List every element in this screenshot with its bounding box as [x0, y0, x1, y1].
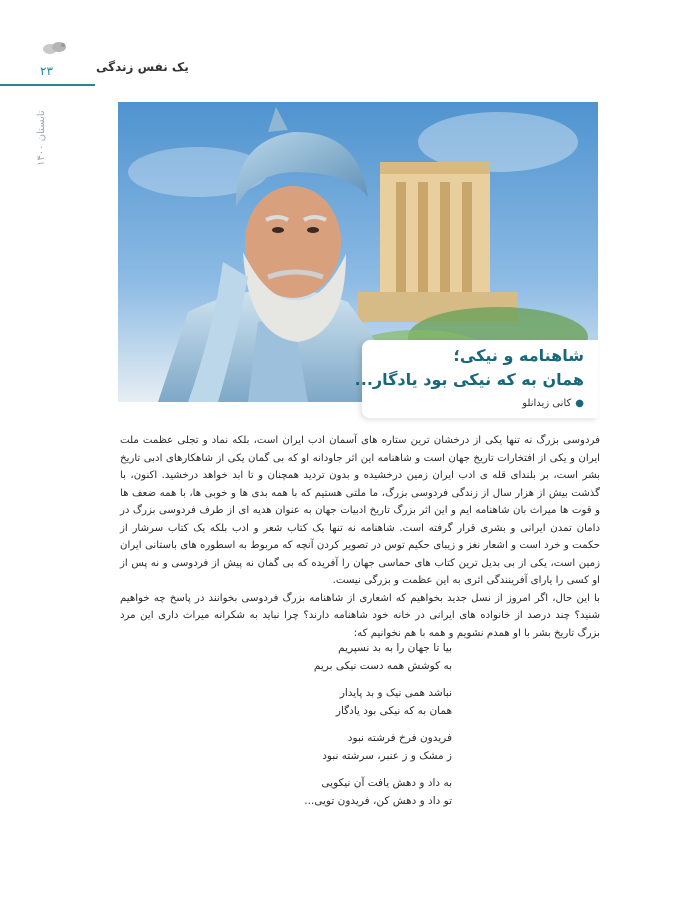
article-paragraph-2: با این حال، اگر امروز از نسل جدید بخواهیم که اشعاری از شاهنامه بزرگ فردوسی بخوانند در پاسخ چه خواهیم شنید؟ چند درصد از خانواده های ایرانی در خانه خود شاهنامه دارند؟ چرا نباید به شکرانه میراث داری این مرد بزرگ تاریخ بشر با او همدم نشویم و همه با هم نخوانیم که:	[120, 592, 600, 639]
margin-divider	[0, 84, 95, 86]
bullet-icon: ●	[575, 398, 584, 409]
magazine-logo-icon	[42, 40, 68, 56]
section-title: یک نفس زندگی	[96, 60, 189, 74]
issue-season: تابستان ۱۴۰۰	[36, 110, 47, 166]
poem-verse: همان به که نیکی بود یادگار	[335, 704, 452, 717]
poem-verse: به کوشش همه دست نیکی بریم	[313, 659, 452, 672]
article-title-line-1: شاهنامه و نیکی؛	[453, 346, 584, 365]
author-name: کانی زیدانلو	[522, 398, 572, 409]
poem-verse: تو داد و دهش کن، فریدون تویی...	[304, 794, 452, 807]
article-title-line-2: همان به که نیکی بود یادگار...	[354, 370, 584, 389]
article-paragraph-1: فردوسی بزرگ نه تنها یکی از درخشان ترین ستاره های آسمان ادب ایران است، بلکه نماد و تجلی عظمت ملت ایران و یکی از افتخارات تاریخ جهان است و شاهنامه این اثر جاودانه او که بی گمان یکی از شاهکارهای ادبی تاریخ بشر است، بر بلندای قله ی ادب ایران زمین درخشیده و بدون تردید همچنان و تا ابد خواهد درخشید. اکنون، با گذشت بیش از هزار سال از زندگی فردوسی بزرگ، ما ملتی هستیم که با همه بدی ها و خوبی ها، با همه ضعف ها و قوت ها میراث بان شاهنامه ایم و این اثر بزرگ تاریخ ادبیات جهان به عنوان هدیه ای از طرف فردوسی بزرگ در دامان تمدن ایرانی و بشری قرار گرفته است. شاهنامه نه تنها یک کتاب شعر و ادب بلکه یک کتاب سرشار از حکمت و خرد است و اشعار نغز و زیبای حکیم توس در تصویر کردن آنچه که مربوط به اسطوره های باستانی ایران زمین است، یکی از بی بدیل ترین کتاب های حماسی جهان را آفریده که بی گمان نه پیش از فردوسی و نه پس از او کسی را یارای آفرینندگی اثری به این عظمت و بزرگی نیست.	[120, 435, 600, 586]
poem-verse: ز مشک و ز عنبر، سرشته نبود	[322, 749, 452, 762]
poem-stanza	[192, 685, 452, 720]
poem-verse: بیا تا جهان را به بد نسپریم	[338, 642, 452, 654]
poem-stanza	[192, 775, 452, 810]
poem-verse: نباشد همی نیک و بد پایدار	[339, 687, 452, 699]
poem	[192, 640, 452, 820]
poem-verse: به داد و دهش یافت آن نیکویی	[321, 777, 452, 789]
poem-stanza	[192, 730, 452, 765]
poem-verse: فریدون فرخ فرشته نبود	[347, 732, 452, 744]
article-body	[120, 432, 600, 642]
article-author	[522, 398, 584, 409]
page-number: ۲۳	[40, 64, 53, 78]
poem-stanza	[192, 640, 452, 675]
article-title-box	[354, 340, 598, 418]
